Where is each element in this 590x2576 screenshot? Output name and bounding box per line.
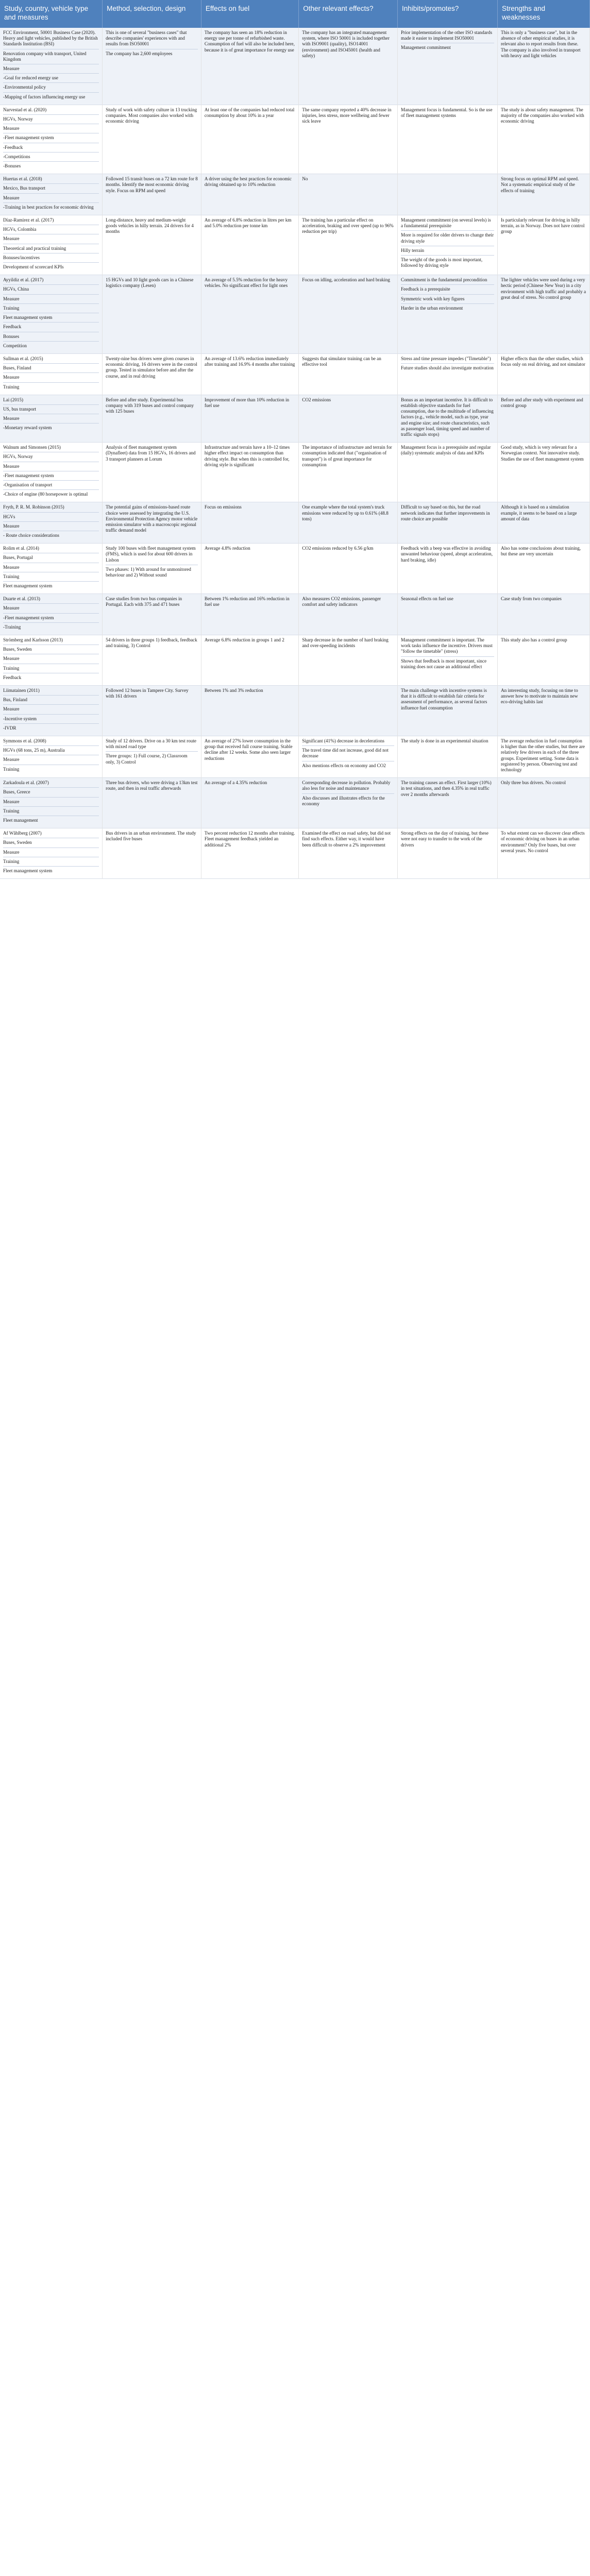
strengths-weaknesses-cell <box>497 395 589 442</box>
strengths-weaknesses-cell <box>497 443 589 502</box>
cell-line: The weight of the goods is most important, followed by driving style <box>401 255 494 270</box>
cell-line: The training has a particular effect on acceleration, braking and over speed (up to 96% reduction per trip) <box>302 217 394 234</box>
cell-line: Narvestad et al. (2020) <box>3 107 47 112</box>
cell-line: An average of 6.8% reduction in litres per km and 5.0% reduction per tonne km <box>204 217 292 229</box>
cell-line: Training <box>3 765 99 774</box>
cell-line: Study of 12 drivers. Drive on a 30 km test route with mixed road type <box>106 738 196 750</box>
cell-line: Buses, Sweden <box>3 838 99 847</box>
inhibits-promotes-cell <box>397 353 497 395</box>
table-row <box>0 778 590 828</box>
cell-line: Measure <box>3 755 99 764</box>
cell-line: HGVs, Norway <box>3 114 99 124</box>
cell-line: The training causes an effect. First larger (10%) in test situations, and then 4.35% in real traffic over 2 months afterwards <box>400 780 492 797</box>
inhibits-promotes-cell <box>397 635 497 686</box>
cell-line: Training <box>3 664 99 673</box>
cell-line: Measure <box>3 414 99 423</box>
cell-line: Measure <box>3 294 99 303</box>
cell-line: Followed 15 transit buses on a 72 km route for 8 months. Identify the most economic driving style. Focus on RPM and speed <box>106 176 198 193</box>
cell-line: -Environmental policy <box>3 82 99 92</box>
method-cell <box>103 443 201 502</box>
cell-line <box>401 176 494 178</box>
cell-line: Huertas et al. (2018) <box>3 176 42 182</box>
cell-line: Walnum and Simonsen (2015) <box>3 445 61 450</box>
header-study: Study, country, vehicle type and measures <box>0 0 103 28</box>
other-effects-cell <box>299 174 398 215</box>
inhibits-promotes-cell <box>397 686 497 736</box>
cell-line: One example where the total system's truck emissions were reduced by up to 0.61% (48.8 tons) <box>302 504 389 521</box>
cell-line: Measure <box>3 563 99 572</box>
header-row <box>0 0 590 28</box>
cell-line: Hilly terrain <box>401 246 494 255</box>
cell-line: The lighter vehicles were used during a very hectic period (Chinese New Year) in a city environment with high traffic and probably a great deal of stress. No control group <box>500 277 586 300</box>
cell-line: -Choice of engine (80 horsepower is optimal <box>3 489 99 499</box>
other-effects-cell <box>299 594 398 635</box>
table-row <box>0 443 590 502</box>
inhibits-promotes-cell <box>397 275 497 354</box>
cell-line: Liimatainen (2011) <box>3 688 40 693</box>
study-cell <box>0 594 103 635</box>
cell-line: Lai (2015) <box>3 397 24 402</box>
study-cell <box>0 828 103 879</box>
cell-line: Harder in the urban environment <box>401 303 494 313</box>
other-effects-cell <box>299 736 398 778</box>
cell-line: More is required for older drivers to change their driving style <box>401 230 494 245</box>
cell-line: Focus on idling, acceleration and hard braking <box>302 277 390 283</box>
method-cell <box>103 502 201 544</box>
method-cell <box>103 778 201 828</box>
method-cell <box>103 105 201 174</box>
inhibits-promotes-cell <box>397 443 497 502</box>
cell-line: Training <box>3 806 99 816</box>
other-effects-cell <box>299 105 398 174</box>
strengths-weaknesses-cell <box>497 828 589 879</box>
cell-line: Long-distance, heavy and medium-weight goods vehicles in hilly terrain. 24 drivers for 4 months <box>106 217 194 234</box>
cell-line: Management commitment (on several levels) is a fundamental prerequisite <box>400 217 491 229</box>
fuel-effects-cell <box>201 736 298 778</box>
cell-line: Measure <box>3 193 99 202</box>
cell-line: Examined the effect on road safety, but did not find such effects. Either way, it would have been difficult to observe a 2% improvement <box>302 831 391 848</box>
other-effects-cell <box>299 215 398 275</box>
cell-line: HGVs, China <box>3 284 99 294</box>
cell-line: Future studies should also investigate motivation <box>401 363 494 372</box>
cell-line: The travel time did not increase, good did not decrease <box>302 745 394 760</box>
table-row <box>0 828 590 879</box>
fuel-effects-cell <box>201 686 298 736</box>
cell-line: Buses, Portugal <box>3 553 99 562</box>
cell-line: Two percent reduction 12 months after training. Fleet management feedback yielded an additional 2% <box>204 831 295 848</box>
cell-line: Three bus drivers, who were driving a 13km test route, and then in real traffic afterwards <box>106 780 198 791</box>
cell-line: Bonus as an important incentive. It is difficult to establish objective standards for fuel consumption, due to the multitude of influencing factors (e.g., vehicle model, such as type, year and engine size; and route characteristics, such as passenger load, timing speed and number of traffic signals stops) <box>400 397 494 437</box>
method-cell <box>103 395 201 442</box>
cell-line: Prior implementation of the other ISO standards made it easier to implement ISO50001 <box>400 30 493 41</box>
cell-line: This is one of several "business cases" that describe companies' experiences with and results from ISO50001 <box>106 30 187 47</box>
study-cell <box>0 353 103 395</box>
table-row <box>0 544 590 594</box>
method-cell <box>103 353 201 395</box>
cell-line: Measure <box>3 64 99 73</box>
cell-line: -Fleet management system <box>3 133 99 142</box>
cell-line: -Incentive system <box>3 714 99 723</box>
cell-line: Also mentions effects on economy and CO2 <box>302 761 394 770</box>
cell-line: -Organisation of transport <box>3 480 99 489</box>
cell-line: An average of 13.6% reduction immediately after training and 16.9% 4 months after training <box>204 355 295 367</box>
cell-line: Seasonal effects on fuel use <box>400 596 453 602</box>
strengths-weaknesses-cell <box>497 502 589 544</box>
cell-line: HGVs, Norway <box>3 452 99 461</box>
inhibits-promotes-cell <box>397 594 497 635</box>
cell-line: Duarte et al. (2013) <box>3 596 40 602</box>
cell-line: Significant (41%) decrease in decelerations <box>302 738 384 744</box>
cell-line: 54 drivers in three groups 1) feedback, feedback and training, 3) Control <box>106 637 197 649</box>
cell-line: The potential gains of emissions-based route choice were assessed by integrating the U.S. Environmental Protection Agency motor vehicle emission simulator with a macroscopic regional traffic demand model <box>106 504 198 533</box>
inhibits-promotes-cell <box>397 105 497 174</box>
cell-line: Training <box>3 857 99 866</box>
cell-line: This is only a "business case", but in the absence of other empirical studies, it is relevant also to report results from these. The company is also involved in transport with heavy and light vehicles <box>500 30 581 58</box>
cell-line: Also has some conclusions about training, but these are very uncertain <box>500 546 581 557</box>
cell-line: Feedback <box>3 673 99 682</box>
table-row <box>0 353 590 395</box>
fuel-effects-cell <box>201 275 298 354</box>
cell-line: Good study, which is very relevant for a Norwegian context. Not innovative study. Studies the use of fleet management system <box>500 445 584 462</box>
cell-line: The main challenge with incentive systems is that it is difficult to establish fair criteria for assessment of performance, as several factors influence fuel consumption <box>400 688 487 710</box>
cell-line: Fleet management system <box>3 866 99 875</box>
cell-line: Corresponding decrease in pollution. Probably also less for noise and maintenance <box>302 780 391 791</box>
cell-line: Focus on emissions <box>204 504 242 510</box>
table-row <box>0 105 590 174</box>
strengths-weaknesses-cell <box>497 594 589 635</box>
cell-line: Fryth, P. R. M. Robinson (2015) <box>3 504 64 510</box>
header-other-effects: Other relevant effects? <box>299 0 398 28</box>
cell-line: Management focus is fundamental. So is the use of fleet management systems <box>400 107 493 118</box>
method-cell <box>103 174 201 215</box>
table-row <box>0 215 590 275</box>
cell-line: Training <box>3 382 99 392</box>
cell-line: Bonuses <box>3 332 99 341</box>
fuel-effects-cell <box>201 395 298 442</box>
study-cell <box>0 395 103 442</box>
cell-line <box>302 688 394 689</box>
cell-line: Bus, Finland <box>3 695 99 704</box>
fuel-effects-cell <box>201 215 298 275</box>
cell-line: Three groups: 1) Full course, 2) Classroom only, 3) Control <box>106 751 198 766</box>
cell-line: -Mapping of factors influencing energy use <box>3 92 99 101</box>
inhibits-promotes-cell <box>397 395 497 442</box>
inhibits-promotes-cell <box>397 544 497 594</box>
cell-line: Development of scorecard KPIs <box>3 262 99 272</box>
fuel-effects-cell <box>201 828 298 879</box>
fuel-effects-cell <box>201 28 298 105</box>
cell-line: -Fleet management system <box>3 471 99 480</box>
table-body <box>0 28 590 879</box>
fuel-effects-cell <box>201 174 298 215</box>
cell-line: The importance of infrastructure and terrain for consumption indicated that ("organisation of transport") is of great importance for consumption <box>302 445 392 467</box>
cell-line: This study also has a control group <box>500 637 567 642</box>
cell-line: Improvement of more than 10% reduction in fuel use <box>204 397 290 408</box>
method-cell <box>103 828 201 879</box>
cell-line: Fleet management system <box>3 581 99 590</box>
cell-line: Symmons et al. (2008) <box>3 738 46 744</box>
fuel-effects-cell <box>201 105 298 174</box>
strengths-weaknesses-cell <box>497 686 589 736</box>
study-cell <box>0 778 103 828</box>
study-cell <box>0 502 103 544</box>
cell-line: Measure <box>3 234 99 243</box>
cell-line: Although it is based on a simulation example, it seems to be based on a large amount of data <box>500 504 577 521</box>
cell-line: Average 4.8% reduction <box>204 546 250 551</box>
other-effects-cell <box>299 28 398 105</box>
inhibits-promotes-cell <box>397 28 497 105</box>
cell-line: Bonuses/incentives <box>3 253 99 262</box>
cell-line: Measure <box>3 372 99 382</box>
cell-line: Feedback with a beep was effective in avoiding unwanted behaviour (speed, abrupt acceleration, hard braking, idle) <box>400 546 493 563</box>
fuel-effects-cell <box>201 594 298 635</box>
study-cell <box>0 686 103 736</box>
cell-line: Rolim et al. (2014) <box>3 546 39 551</box>
fuel-effects-cell <box>201 353 298 395</box>
cell-line: Case study from two companies <box>500 596 562 602</box>
header-strengths-weaknesses: Strengths and weaknesses <box>497 0 589 28</box>
cell-line: The company has 2,600 employees <box>106 49 198 58</box>
study-cell <box>0 215 103 275</box>
cell-line: Stress and time pressure impedes ("Timetable") <box>400 355 491 361</box>
other-effects-cell <box>299 828 398 879</box>
table-row <box>0 275 590 354</box>
cell-line: Theoretical and practical training <box>3 244 99 253</box>
cell-line: The same company reported a 40% decrease in injuries, less stress, more wellbeing and fewer sick leave <box>302 107 392 124</box>
cell-line: -Fleet management system <box>3 613 99 622</box>
inhibits-promotes-cell <box>397 174 497 215</box>
table-row <box>0 502 590 544</box>
cell-line: Two phases: 1) With around for unmonitored behaviour and 2) Without sound <box>106 565 198 580</box>
other-effects-cell <box>299 395 398 442</box>
strengths-weaknesses-cell <box>497 736 589 778</box>
strengths-weaknesses-cell <box>497 28 589 105</box>
header-fuel-effects: Effects on fuel <box>201 0 298 28</box>
study-cell <box>0 443 103 502</box>
inhibits-promotes-cell <box>397 502 497 544</box>
cell-line: Strong effects on the day of training, but these were not easy to transfer to the work of the drivers <box>400 831 488 848</box>
cell-line: An average of 5.5% reduction for the heavy vehicles. No significant effect for light ones <box>204 277 288 289</box>
strengths-weaknesses-cell <box>497 275 589 354</box>
method-cell <box>103 635 201 686</box>
cell-line: Average 6.8% reduction in groups 1 and 2 <box>204 637 284 642</box>
cell-line: No <box>302 176 308 182</box>
table-row <box>0 174 590 215</box>
method-cell <box>103 544 201 594</box>
cell-line: Commitment is the fundamental precondition <box>400 277 487 283</box>
study-cell <box>0 635 103 686</box>
cell-line: Buses, Finland <box>3 363 99 372</box>
cell-line: -Training in best practices for economic driving <box>3 202 99 212</box>
cell-line: The company has seen an 18% reduction in energy use per tonne of refurbished waste. Consumption of fuel will also be included here, because it is of great importance for energy use <box>204 30 295 53</box>
cell-line: Suggests that simulator training can be an effective tool <box>302 355 381 367</box>
other-effects-cell <box>299 443 398 502</box>
other-effects-cell <box>299 778 398 828</box>
cell-line: Buses, Sweden <box>3 645 99 654</box>
cell-line: Strong focus on optimal RPM and speed. Not a systematic empirical study of the effects of training <box>500 176 579 193</box>
cell-line: Before and after study with experiment and control group <box>500 397 583 408</box>
cell-line: At least one of the companies had reduced total consumption by about 10% in a year <box>204 107 295 118</box>
cell-line: To what extent can we discover clear effects of economic driving on buses in an urban environment? Only five buses, but over several years. No control <box>500 831 585 853</box>
cell-line: Bus drivers in an urban environment. The study included five buses <box>106 831 196 842</box>
fuel-effects-cell <box>201 544 298 594</box>
cell-line: Only three bus drivers. No control <box>500 780 566 786</box>
cell-line: Renovation company with transport, United Kingdom <box>3 49 99 64</box>
study-cell <box>0 28 103 105</box>
other-effects-cell <box>299 502 398 544</box>
cell-line: Training <box>3 303 99 313</box>
cell-line: Ayyildiz et al. (2017) <box>3 277 44 283</box>
cell-line: Training <box>3 572 99 581</box>
other-effects-cell <box>299 353 398 395</box>
fuel-effects-cell <box>201 502 298 544</box>
cell-line: Zarkadoula et al. (2007) <box>3 780 49 786</box>
cell-line: Shows that feedback is most important, since training does not cause an additional effect <box>401 656 494 671</box>
strengths-weaknesses-cell <box>497 778 589 828</box>
cell-line: Measure <box>3 797 99 806</box>
cell-line: Measure <box>3 603 99 613</box>
cell-line: CO2 emissions reduced by 6.56 g/km <box>302 546 374 551</box>
cell-line: Between 1% and 3% reduction <box>204 688 263 693</box>
other-effects-cell <box>299 635 398 686</box>
cell-line: Management commitment <box>401 43 494 52</box>
cell-line: Management commitment is important. The work tasks influence the incentive. Drivers must "follow the timetable" (stress) <box>400 637 493 654</box>
fuel-effects-cell <box>201 635 298 686</box>
cell-line: Measure <box>3 124 99 133</box>
cell-line: The study is done in an experimental situation <box>400 738 488 744</box>
inhibits-promotes-cell <box>397 215 497 275</box>
cell-line: Sharp decrease in the number of hard braking and over-speeding incidents <box>302 637 389 649</box>
cell-line: US, bus transport <box>3 404 99 414</box>
inhibits-promotes-cell <box>397 778 497 828</box>
cell-line: Followed 12 buses in Tampere City. Survey with 161 drivers <box>106 688 189 699</box>
cell-line: Díaz-Ramirez et al. (2017) <box>3 217 54 223</box>
table-row <box>0 635 590 686</box>
table-row <box>0 395 590 442</box>
study-cell <box>0 544 103 594</box>
other-effects-cell <box>299 275 398 354</box>
cell-line: Fleet management system <box>3 313 99 322</box>
method-cell <box>103 686 201 736</box>
study-cell <box>0 105 103 174</box>
cell-line: Also discusses and illustrates effects for the economy <box>302 793 394 808</box>
strengths-weaknesses-cell <box>497 105 589 174</box>
strengths-weaknesses-cell <box>497 215 589 275</box>
cell-line: Measure <box>3 521 99 531</box>
cell-line: Management focus is a prerequisite and regular (daily) systematic analysis of data and KPIs <box>400 445 491 456</box>
header-inhibits-promotes: Inhibits/promotes? <box>397 0 497 28</box>
cell-line: Case studies from two bus companies in Portugal. Each with 375 and 471 buses <box>106 596 182 607</box>
cell-line: Difficult to say based on this, but the road network indicates that further improvements in route choice are possible <box>400 504 490 521</box>
cell-line: Is particularly relevant for driving in hilly terrain, as in Norway. Does not have control group <box>500 217 585 234</box>
cell-line: Symmetric work with key figures <box>401 294 494 303</box>
cell-line: -IVDR <box>3 723 99 733</box>
method-cell <box>103 594 201 635</box>
cell-line: HGVs, Colombia <box>3 225 99 234</box>
cell-line: Buses, Greece <box>3 787 99 796</box>
method-cell <box>103 28 201 105</box>
other-effects-cell <box>299 544 398 594</box>
inhibits-promotes-cell <box>397 736 497 778</box>
strengths-weaknesses-cell <box>497 635 589 686</box>
cell-line: -Training <box>3 622 99 632</box>
cell-line: Higher effects than the other studies, which focus only on real driving, and not simulator <box>500 355 585 367</box>
cell-line: Measure <box>3 462 99 471</box>
strengths-weaknesses-cell <box>497 353 589 395</box>
cell-line: Study 100 buses with fleet management system (FMS), which is used for about 600 drivers in Lisbon <box>106 546 196 563</box>
cell-line: -Feedback <box>3 143 99 152</box>
cell-line: A driver using the best practices for economic driving obtained up to 10% reduction <box>204 176 292 188</box>
cell-line: Before and after study. Experimental bus company with 319 buses and control company with 125 buses <box>106 397 194 414</box>
cell-line: Af Wåhlberg (2007) <box>3 831 42 836</box>
fuel-effects-cell <box>201 778 298 828</box>
cell-line: The company has an integrated management system, where ISO 50001 is included together with ISO9001 (quality), ISO14001 (environment) and ISO45001 (health and safety) <box>302 30 390 58</box>
cell-line: Also measures CO2 emissions, passenger comfort and safety indicators <box>302 596 381 607</box>
cell-line: The study is about safety management. The majority of the companies also worked with economic driving <box>500 107 584 124</box>
cell-line: Between 1% reduction and 16% reduction in fuel use <box>204 596 290 607</box>
cell-line: Feedback <box>3 322 99 331</box>
cell-line: Feedback is a prerequisite <box>401 284 494 294</box>
fuel-effects-cell <box>201 443 298 502</box>
cell-line: An average of a 4.35% reduction <box>204 780 267 786</box>
cell-line: - Route choice considerations <box>3 531 99 540</box>
cell-line: Twenty-nine bus drivers were given courses in economic driving, 16 drivers were in the control group. Tested in simulator before and after the course, and in real driving <box>106 355 197 379</box>
cell-line: Measure <box>3 848 99 857</box>
table-row <box>0 736 590 778</box>
strengths-weaknesses-cell <box>497 544 589 594</box>
study-cell <box>0 174 103 215</box>
cell-line: Mexico, Bus transport <box>3 183 99 193</box>
cell-line: The average reduction in fuel consumption is higher than the other studies, but there are relatively few drivers in each of the three groups. Experiment setting. Some data is registered by person. Observing test and technology <box>500 738 585 773</box>
cell-line: 15 HGVs and 10 light goods cars in a Chinese logistics company (Lesen) <box>106 277 194 289</box>
cell-line: -Bonuses <box>3 161 99 171</box>
cell-line: Competition <box>3 341 99 350</box>
cell-line: Infrastructure and terrain have a 10–12 times higher effect impact on consumption than driving style. But when this is controlled for, driving style is significant <box>204 445 290 467</box>
cell-line: Analysis of fleet management system (Dynafleet) data from 15 HGVs, 16 drivers and 3 transport planners at Lorum <box>106 445 196 462</box>
table-row <box>0 686 590 736</box>
cell-line: Strömberg and Karlsson (2013) <box>3 637 63 642</box>
cell-line: An average of 27% lower consumption in the group that received full course training. Stable decline after 12 weeks. Some also seen larger reductions <box>204 738 293 761</box>
cell-line: FCC Environment, 50001 Business Case (2020). Heavy and light vehicles, published by the British Standards Institution (BSI) <box>3 30 98 47</box>
studies-table <box>0 0 590 879</box>
table-row <box>0 28 590 105</box>
study-cell <box>0 275 103 354</box>
cell-line: Measure <box>3 654 99 663</box>
cell-line: -Monetary reward system <box>3 423 99 432</box>
cell-line: CO2 emissions <box>302 397 331 402</box>
method-cell <box>103 736 201 778</box>
cell-line: -Goal for reduced energy use <box>3 73 99 82</box>
cell-line: Sullman et al. (2015) <box>3 355 43 361</box>
cell-line: HGVs <box>3 512 99 521</box>
study-cell <box>0 736 103 778</box>
other-effects-cell <box>299 686 398 736</box>
method-cell <box>103 275 201 354</box>
inhibits-promotes-cell <box>397 828 497 879</box>
header-method: Method, selection, design <box>103 0 201 28</box>
cell-line: HGVs (68 tons, 25 m), Australia <box>3 745 99 755</box>
cell-line: Fleet management <box>3 816 99 825</box>
method-cell <box>103 215 201 275</box>
strengths-weaknesses-cell <box>497 174 589 215</box>
cell-line: Measure <box>3 704 99 714</box>
cell-line: -Competitions <box>3 152 99 161</box>
cell-line: An interesting study, focusing on time to answer how to motivate to maintain new eco-driving habits last <box>500 688 578 705</box>
cell-line: Study of work with safety culture in 13 trucking companies. Most companies also worked with economic driving <box>106 107 197 124</box>
table-row <box>0 594 590 635</box>
